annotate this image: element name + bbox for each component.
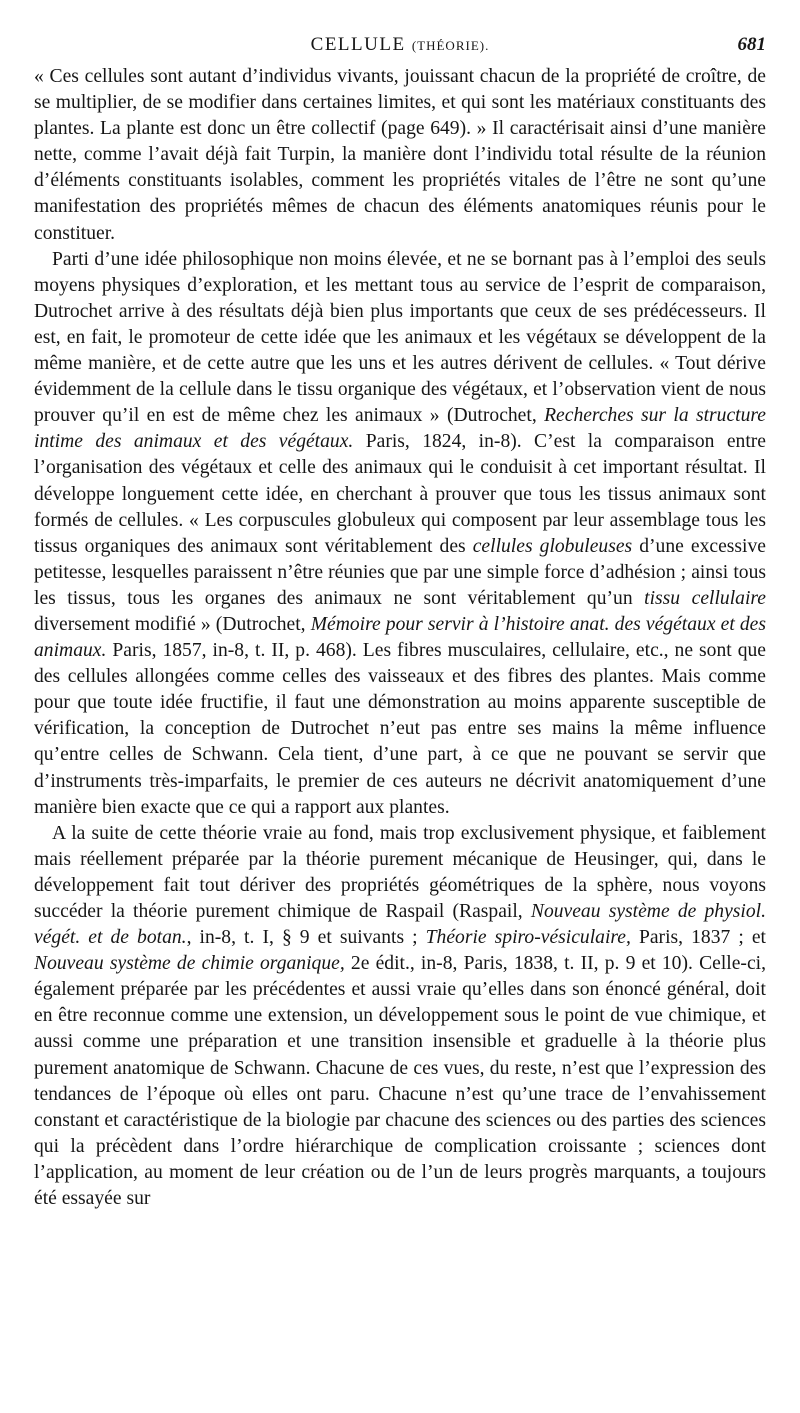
paragraph [34, 64, 766, 247]
text-run: Paris, 1824, in-8). C’est la comparaison entre l’organisation des végétaux et celle des animaux qui le conduisit à cet important résultat. Il développe longuement cette idée, en cherchant à prouver que tous les tissus animaux sont formés de cellules. « Les corpuscules globuleux qui composent par leur assemblage tous les tissus organiques des animaux sont véritablement des [34, 431, 767, 557]
italic-citation: Nouveau système de chimie organique, [34, 953, 345, 975]
text-run: , in-8, t. I, § 9 et suivants ; [186, 927, 426, 949]
page-number: 681 [737, 34, 766, 55]
running-head-title-line [34, 34, 766, 56]
text-run: Paris, 1857, in-8, t. II, p. 468). Les fibres musculaires, cellulaire, etc., ne sont que des cellules allongées comme celles des vaisseaux et des fibres des plantes. Mais comme pour que toute idée fructifie, il faut une démonstration au moins apparente susceptible de vérification, la conception de Dutrochet n’eut pas entre ses mains la même influence qu’entre celles de Schwann. Cela tient, d’une part, à ce que ne pouvant se servir que d’instruments très-imparfaits, le premier de ces auteurs ne décrivit anatomiquement d’une manière bien exacte que ce qui a rapport aux plantes. [34, 640, 766, 818]
running-head-title: CELLULE [310, 34, 406, 55]
text-run: « Ces cellules sont autant d’individus vivants, jouissant chacun de la propriété de croître, de se multiplier, de se modifier dans certaines limites, et qui sont les matériaux constituants des plantes. La plante est donc un être collectif (page 649). » Il caractérisait ainsi d’une manière nette, comme l’avait déjà fait Turpin, la manière dont l’individu total résulte de la réunion d’éléments constituants isolables, comment les propriétés vitales de l’être ne sont qu’une manifestation des propriétés mêmes de chacun des éléments anatomiques réunis pour le constituer. [34, 66, 766, 244]
italic-citation: Mémoire pour servir à l’histoire anat. des végétaux et des animaux. [34, 613, 766, 662]
text-run: d’une excessive petitesse, lesquelles paraissent n’être réunies que par une simple force d’adhésion ; ainsi tous les tissus, tous les organes des animaux ne sont véritablement qu’un [34, 535, 766, 609]
text-run: 2e édit., in-8, Paris, 1838, t. II, p. 9 et 10). Celle-ci, également préparée par les précédentes et aussi vraie qu’elles dans son énoncé général, doit en être reconnue comme une extension, un développement sous le point de vue chimique, et aussi comme une préparation et une transition insensible et graduelle à la théorie plus purement anatomique de Schwann. Chacune de ces vues, du reste, n’est que l’expression des tendances de l’époque où elles ont paru. Chacune n’est qu’une trace de l’envahissement constant et caractéristique de la biologie par chacune des sciences ou des parties des sciences qui la précèdent dans l’ordre hiérarchique de complication croissante ; sciences dont l’application, au moment de leur création ou de l’un de leurs progrès marquants, a toujours été essayée sur [34, 953, 766, 1210]
italic-citation: tissu cellulaire [644, 587, 766, 609]
italic-citation: cellules globuleuses [472, 535, 633, 557]
paragraph [34, 247, 766, 821]
running-head-subtitle: (THÉORIE). [411, 38, 490, 53]
text-run: Paris, 1837 ; et [630, 927, 766, 949]
italic-citation: Théorie spiro-vésiculaire, [425, 927, 631, 949]
italic-citation: Recherches sur la structure intime des animaux et des végétaux. [34, 405, 766, 453]
running-head [34, 34, 766, 64]
body-text [34, 64, 766, 1212]
text-run: A la suite de cette théorie vraie au fond, mais trop exclusivement physique, et faiblement mais réellement préparée par la théorie purement mécanique de Heusinger, qui, dans le développement fait tout dériver des propriétés géométriques de la sphère, nous voyons succéder la théorie purement chimique de Raspail (Raspail, [34, 822, 766, 922]
text-run: Parti d’une idée philosophique non moins élevée, et ne se bornant pas à l’emploi des seuls moyens physiques d’exploration, et les mettant tous au service de l’esprit de comparaison, Dutrochet arrive à des résultats déjà bien plus importants que ceux de ses prédécesseurs. Il est, en fait, le promoteur de cette idée que les animaux et les végétaux se développent de la même manière, et de cette autre que les uns et les autres dérivent de cellules. « Tout dérive évidemment de la cellule dans le tissu organique des végétaux, et l’observation vient de nous prouver qu’il en est de même chez les animaux » (Dutrochet, [34, 248, 766, 427]
paragraph [34, 821, 766, 1212]
text-run: diversement modifié » (Dutrochet, [34, 613, 311, 635]
italic-citation: Nouveau système de physiol. végét. et de botan. [34, 901, 766, 949]
